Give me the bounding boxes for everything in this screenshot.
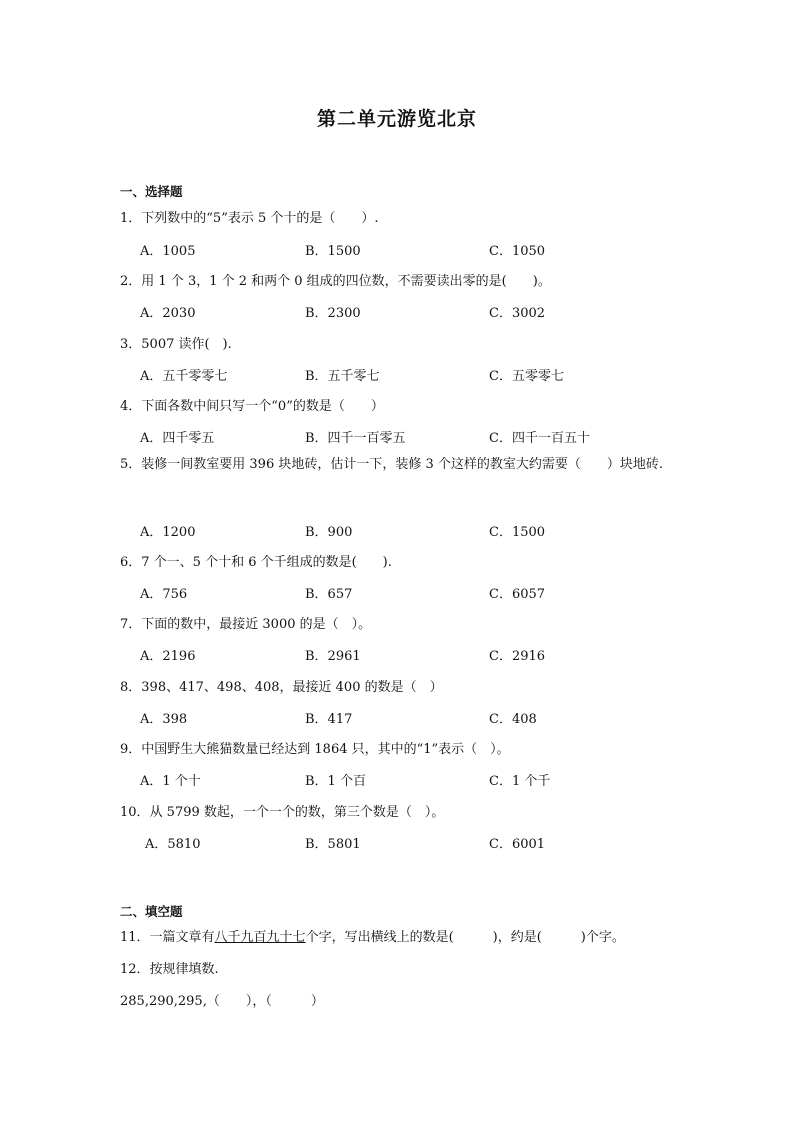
q5-option-b: B．900 [305, 525, 353, 540]
q9-option-a: A．1 个十 [140, 774, 201, 789]
q2-option-c: C．3002 [489, 306, 546, 321]
question-4: 4．下面各数中间只写一个“0”的数是（ ） [120, 399, 384, 414]
q5-option-c: C．1500 [489, 525, 546, 540]
q2-option-b: B．2300 [305, 306, 361, 321]
q11-underlined-number: 八千九百九十七 [214, 930, 306, 945]
q1-option-c: C．1050 [489, 244, 546, 259]
q8-option-a: A．398 [140, 712, 188, 727]
q12-sequence: 285,290,295,（ ），（ ） [120, 994, 324, 1009]
question-10: 10．从 5799 数起，一个一个的数，第三个数是（ ）。 [120, 805, 445, 820]
question-12: 12．按规律填数. [120, 962, 219, 977]
q3-option-b: B．五千零七 [305, 369, 380, 384]
section-heading-choice: 一、选择题 [120, 184, 183, 199]
q10-option-b: B．5801 [305, 837, 361, 852]
q3-option-c: C．五零零七 [489, 369, 564, 384]
question-9: 9．中国野生大熊猫数量已经达到 1864 只，其中的“1”表示（ ）。 [120, 742, 510, 757]
q11-prefix: 11．一篇文章有 [120, 930, 215, 945]
q6-option-c: C．6057 [489, 587, 546, 602]
q10-option-a: A．5810 [145, 837, 201, 852]
question-2: 2．用 1 个 3，1 个 2 和两个 0 组成的四位数，不需要读出零的是( )。 [120, 274, 551, 289]
q4-option-c: C．四千一百五十 [489, 431, 590, 446]
question-11 [120, 926, 625, 945]
q7-option-a: A．2196 [140, 649, 196, 664]
question-3: 3．5007 读作( ). [120, 337, 232, 352]
q6-option-b: B．657 [305, 587, 353, 602]
question-6: 6．7 个一、5 个十和 6 个千组成的数是( ). [120, 555, 392, 570]
q5-option-a: A．1200 [140, 525, 196, 540]
question-5: 5．装修一间教室要用 396 块地砖，估计一下，装修 3 个这样的教室大约需要（ ）块地砖. [120, 457, 664, 472]
q8-option-c: C．408 [489, 712, 537, 727]
q1-option-a: A．1005 [140, 244, 196, 259]
question-7: 7．下面的数中，最接近 3000 的是（ ）。 [120, 617, 372, 632]
q7-option-b: B．2961 [305, 649, 361, 664]
q1-option-b: B．1500 [305, 244, 361, 259]
section-heading-fill: 二、填空题 [120, 904, 183, 919]
page-title: 第二单元游览北京 [316, 108, 477, 130]
q6-option-a: A．756 [140, 587, 188, 602]
q9-option-b: B．1 个百 [305, 774, 366, 789]
q4-option-b: B．四千一百零五 [305, 431, 406, 446]
q8-option-b: B．417 [305, 712, 353, 727]
q3-option-a: A．五千零零七 [140, 369, 228, 384]
q9-option-c: C．1 个千 [489, 774, 551, 789]
q7-option-c: C．2916 [489, 649, 546, 664]
q2-option-a: A．2030 [140, 306, 196, 321]
question-8: 8．398、417、498、408，最接近 400 的数是（ ） [120, 680, 443, 695]
q11-suffix: 个字，写出横线上的数是( )，约是( )个字。 [305, 930, 625, 945]
q4-option-a: A．四千零五 [140, 431, 215, 446]
question-1: 1．下列数中的“5”表示 5 个十的是（ ）. [120, 211, 379, 226]
q10-option-c: C．6001 [489, 837, 546, 852]
